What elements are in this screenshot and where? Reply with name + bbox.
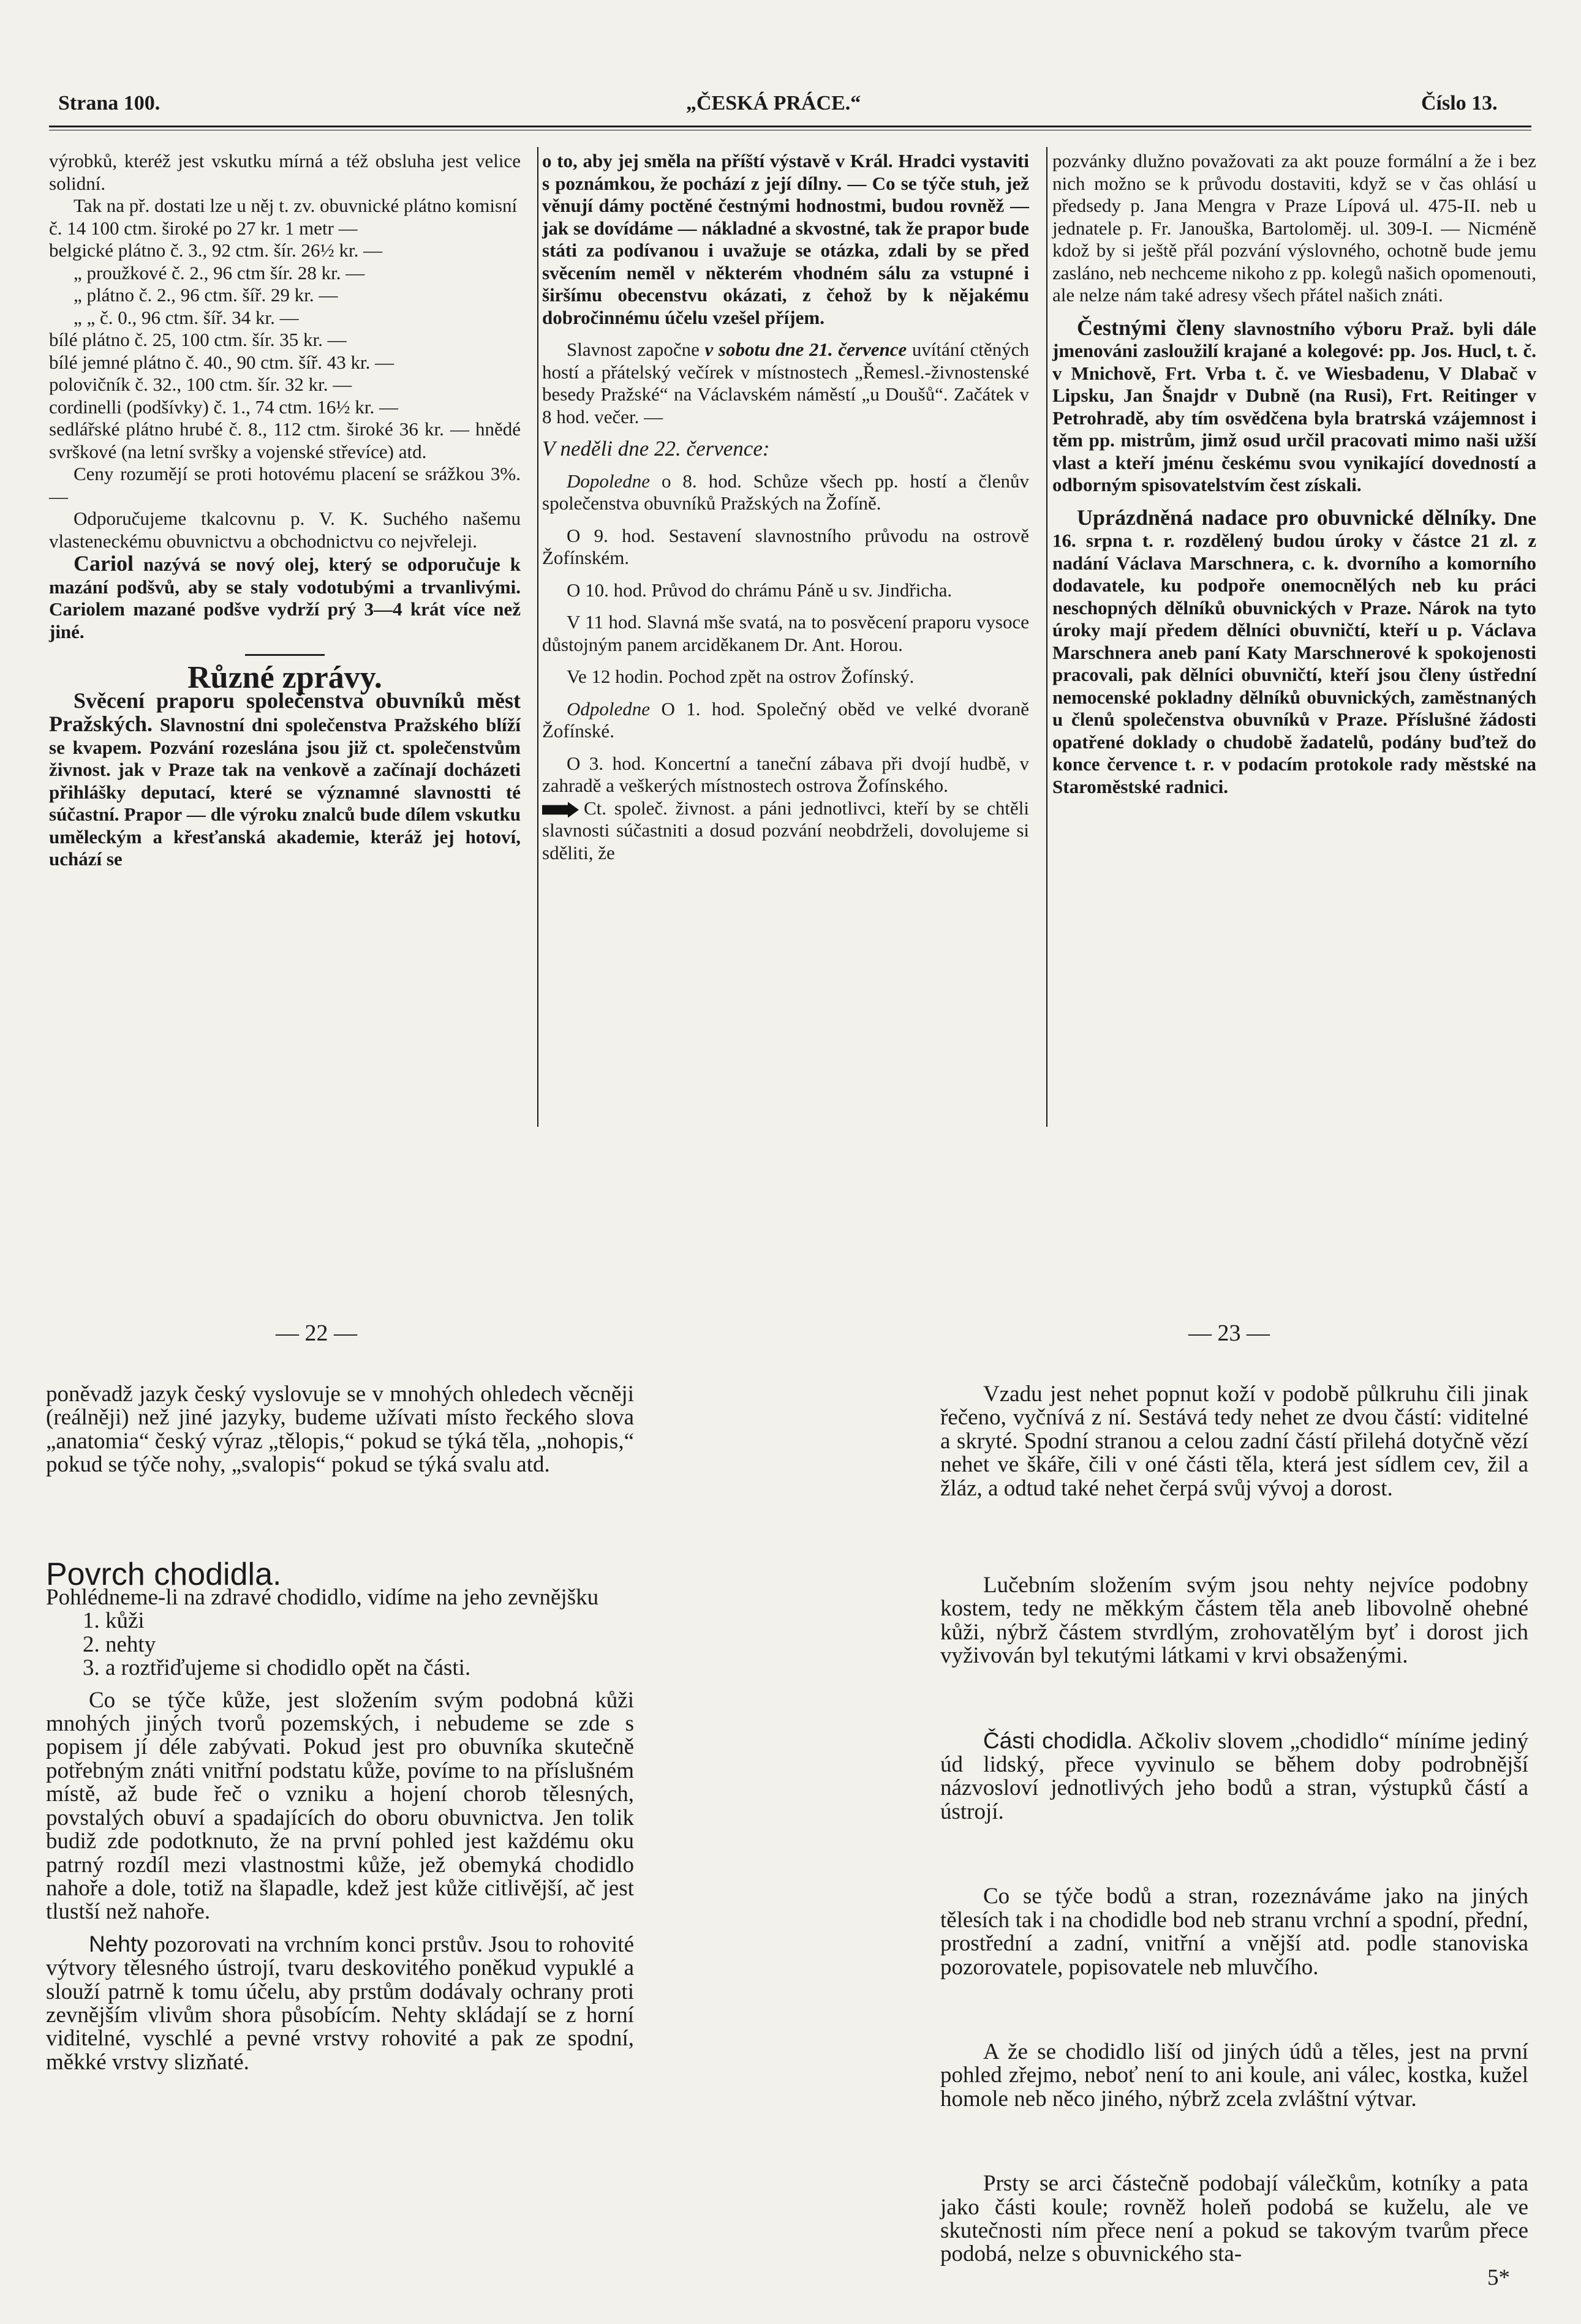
section-title: Různé zprávy.	[187, 660, 382, 695]
col1-text: Odporučujeme tkalcovnu p. V. K. Suchého našemu vlasteneckému obuvnictvu a obchodnictvu co nejvřeleji.	[49, 508, 521, 552]
schedule-item: O 1. hod. Společný oběd ve velké dvoraně Žofínské.	[542, 698, 1029, 742]
schedule-item: Ve 12 hodin. Pochod zpět na ostrov Žofínský.	[567, 666, 915, 687]
column-2	[542, 150, 1029, 864]
price-line: polovičník č. 32., 100 ctm. šír. 32 kr. —	[49, 374, 352, 395]
morning-label: Dopoledne	[567, 470, 651, 492]
schedule-item: Ct. společ. živnost. a páni jednotlivci, kteří by se chtěli slavnosti súčastniti a dosud pozvání neobdrželi, dovolujeme si sděliti, že	[542, 797, 1029, 863]
column-divider-2	[1046, 147, 1047, 1127]
honor-title: Čestnými členy	[1077, 315, 1225, 340]
body-paragraph: Ačkoliv slovem „chodidlo“ míníme jediný úd lidský, přece vyvinulo se během doby podrobnější názvosloví jednotlivých jeho bodů a stran, výstupků částí a ústrojí.	[940, 1728, 1529, 1824]
body-paragraph: Lučebním složením svým jsou nehty nejvíce podobny kostem, tedy ne měkkým částem těla aneb libovolně ohebné kůži, nýbrž částem stvrdlým, zrohovatělým byť i dorost jich vyživován byl tekutými látkami v krvi obsaženými.	[940, 1573, 1528, 1669]
price-line: „ proužkové č. 2., 96 ctm šír. 28 kr. —	[74, 261, 365, 284]
price-line: č. 14 100 ctm. široké po 27 kr. 1 metr —	[49, 217, 358, 239]
pointing-hand-icon	[542, 802, 579, 818]
consecration-text: Slavnostní dni společenstva Pražského blíží se kvapem. Pozvání rozeslána jsou již ct. společenstvům živnost. jak v Praze tak na venkově a začínají docházeti přihlášky deputací, které se významné slavnostti té súčastní. Prapor — dle výroku znalců bude dílem vskutku uměleckým a křesťanská akademie, kteráž jej hotoví, uchází se	[49, 714, 521, 870]
list-item: 2. nehty	[83, 1631, 156, 1657]
price-line: bílé plátno č. 25, 100 ctm. šír. 35 kr. —	[49, 329, 347, 350]
intro-paragraph: poněvadž jazyk český vyslovuje se v mnohých ohledech věcněji (reálněji) než jiné jazyky, budeme užívati místo řeckého slova „anatomia“ český výraz „tělopis,“ pokud se týká těla, „nohopis,“ pokud se týče nohy, „svalopis“ pokud se týká svalu atd.	[46, 1382, 634, 1478]
parts-lead: Části chodidla.	[983, 1728, 1133, 1753]
lower-right-page	[940, 1383, 1528, 2290]
body-paragraph: Vzadu jest nehet popnut koží v podobě půlkruhu čili jinak řečeno, vyčnívá z ní. Sestává tedy nehet ze dvou částí: viditelné a skryté. Spodní stranou a celou zadní částí přilehá dotyčně vězí nehet ve škáře, čili v oné části těla, která jest sídlem cev, žil a žláz, a odtud také nehet čerpá svůj vývoj a dorost.	[940, 1382, 1528, 1501]
price-line: „ „ č. 0., 96 ctm. šíř. 34 kr. —	[74, 306, 299, 328]
schedule-item: V 11 hod. Slavná mše svatá, na to posvěcení praporu vysoce důstojným panem arciděkanem Dr. Ant. Horou.	[542, 611, 1029, 655]
issue-label: Číslo 13.	[1421, 92, 1498, 115]
col3-text: pozvánky dlužno považovati za akt pouze formální a že i bez nich možno se k průvodu dostaviti, když se v čas ohlásí u předsedy p. Jana Mengra v Praze Lípová ul. 475-II. neb u jednatele p. Fr. Janouška, Bartoloměj. ul. 309-I. — Nicméně kdož by si ještě přál pozvání výslovného, ochotně bude jemu zasláno, neb nechceme nikoho z pp. kolegů našich opomenouti, ale nelze nám také adresy všech přátel našich znáti.	[1052, 150, 1536, 306]
honor-text: slavnostního výboru Praž. byli dále jmenováni zasloužilí krajané a kolegové: pp. Jos. Hucl, t. č. v Mnichově, Frt. Vrba t. č. ve Wiesbadenu, V Dlabač v Lipsku, Jan Šnajdr v Dubně (na Rusi), Frt. Reitinger v Petrohradě, aby tím osvědčena byla bratrská vzájemnost i těm pp. mistrům, jimž osud určil pracovati mimo naši užší vlast a kteří jménu českému svou vynikající dovedností a odborným spisovatelstvím čest získali.	[1052, 317, 1536, 495]
lower-left-page	[46, 1383, 634, 2074]
nails-lead: Nehty	[89, 1931, 148, 1957]
schedule-item: o 8. hod. Schůze všech pp. hostí a členův společenstva obuvníků Pražských na Žofíně.	[542, 470, 1029, 514]
body-paragraph: pozorovati na vrchním konci prstův. Jsou to rohovité výtvory tělesného ústrojí, tvaru deskovitého poněkud vypuklé a slouží patrně k tomu účelu, aby prstům dodávaly ochrany proti zevnějším vlivům shora působícím. Nehty skládají se z horní viditelné, vyschlé a pevné vrstvy rohovité a pak ze spodní, měkké vrstvy slizňaté.	[46, 1931, 634, 2075]
header-rule	[49, 126, 1531, 127]
col2-text: o to, aby jej směla na příští výstavě v Král. Hradci vystaviti s poznámkou, že pochází z její dílny. — Co se týče stuh, jež věnují dámy poctěné čestnými hodnostmi, budou rovněž — jak se dovídáme — nákladné a skvostné, tak že prapor bude státi za podívanou i uvažuje se otázka, zdali by se před svěcením neměl v některém vhodném sálu za vstupné i širšímu obecenstvu okázati, z čehož by k nějakému dobročinnému účelu vzešel příjem.	[542, 150, 1029, 328]
sheet-signature: 5*	[1487, 2265, 1510, 2290]
page-label: Strana 100.	[58, 92, 160, 115]
sunday-heading: V neděli dne 22. července:	[542, 437, 770, 461]
list-item: 3. a roztřiďujeme si chodidlo opět na části.	[83, 1655, 471, 1681]
page-number-22: — 22 —	[276, 1320, 357, 1346]
column-3	[1052, 150, 1536, 798]
list-item: 1. kůži	[83, 1608, 145, 1634]
afternoon-label: Odpoledne	[567, 698, 651, 720]
cariol-lead: Cariol	[74, 551, 134, 576]
column-1	[49, 150, 521, 871]
cariol-text: nazývá se nový olej, který se odporučuje k mazání podšvů, aby se staly vodotubými a trvanlivými. Cariolem mazané podšve vydrží prý 3—4 krát více než jiné.	[49, 554, 521, 642]
body-paragraph: Co se týče bodů a stran, rozeznáváme jako na jiných tělesích tak i na chodidle bod neb stranu vrchní a spodní, přední, prostřední a zadní, vnitřní a vnější atd. podle stanoviska pozorovatele, popisovatele neb mluvčího.	[940, 1884, 1528, 1980]
schedule-item: O 3. hod. Koncertní a taneční zábava při dvojí hudbě, v zahradě a veškerých místnostech ostrova Žofínského.	[542, 752, 1029, 796]
col1-text: výrobků, kteréž jest vskutku mírná a též obsluha jest velice solidní.	[49, 150, 521, 194]
col1-text: Ceny rozumějí se proti hotovému placení se srážkou 3%. —	[49, 463, 521, 507]
price-line: bílé jemné plátno č. 40., 90 ctm. šíř. 43 kr. —	[49, 351, 394, 373]
price-line: belgické plátno č. 3., 92 ctm. šír. 26½ kr. —	[49, 239, 383, 261]
col2-text: Slavnost započne	[567, 339, 700, 360]
journal-title: „ČESKÁ PRÁCE.“	[686, 92, 861, 115]
price-line: cordinelli (podšívky) č. 1., 74 ctm. 16½ kr. —	[49, 396, 398, 418]
column-divider-1	[537, 147, 538, 1127]
body-paragraph: Pohlédneme-li na zdravé chodidlo, vidíme na jeho zevnějšku	[46, 1585, 599, 1611]
schedule-item: O 9. hod. Sestavení slavnostního průvodu na ostrově Žofínském.	[542, 524, 1029, 568]
page-number-23: — 23 —	[1188, 1320, 1270, 1346]
chapter-title: Povrch chodidla.	[46, 1556, 282, 1592]
section-rule	[245, 654, 325, 656]
body-paragraph: A že se chodidlo liší od jiných údů a těles, jest na první pohled zřejmo, neboť není to ani koule, ani válec, kostka, kužel homole neb něco jiného, nýbrž zcela zvláštní výtvar.	[940, 2039, 1528, 2112]
schedule-item: O 10. hod. Průvod do chrámu Páně u sv. Jindřicha.	[567, 579, 953, 601]
col2-text: uvítání ctěných hostí a přátelský večírek v místnostech „Řemesl.-živnostenské besedy Pražské“ na Václavském náměstí „u Doušů“. Začátek v 8 hod. večer. —	[542, 339, 1029, 427]
price-line: „ plátno č. 2., 96 ctm. šíř. 29 kr. —	[74, 284, 338, 306]
body-paragraph: Co se týče kůže, jest složením svým podobná kůži mnohých jiných tvorů pozemských, i nebudeme se zde s popisem jí déle zabývati. Pokud jest pro obuvníka skutečně potřebným znáti vnitřní podstatu kůže, povíme to na příslušném místě, až bude řeč o vzniku a hojení chorob tělesných, povstalých obuví a spadajících do oboru obuvnictva. Jen tolik budiž zde podotknuto, že na první pohled jest každému oku patrný rozdíl mezi vlastnostmi kůže, jež obemyká chodidlo nahoře a dole, totiž na šlapadle, kdež jest kůže citlivější, ač jest tlustší než nahoře.	[46, 1687, 634, 1925]
event-date: v sobotu dne 21. července	[704, 339, 907, 360]
foundation-text: Dne 16. srpna t. r. rozdělený budou úroky v částce 21 zl. z nadání Václava Marschnera, c. k. dvorního a komorního dodavatele, ku podpoře onemocnělých neb ku práci neschopných dělníků obuvnických v Praze. Nárok na tyto úroky mají předem dělníci obuvničtí, kteří u p. Václava Marschnera aneb paní Katy Marschnerové k spokojenosti pracovali, pak dělníci obuvničtí, kteří jsou členy ústřední nemocenské pokladny dělníků obuvnických, zaměstnaných u členů společenstva obuvníků v Praze. Příslušné žádosti opatřené doklady o chudobě žadatelů, podány buďtež do konce července t. r. v podacím protokole rady městské na Staroměstské radnici.	[1052, 507, 1536, 797]
consecration-title: Svěcení praporu společenstva obuvníků měst Pražských.	[49, 688, 521, 736]
foundation-title: Uprázdněná nadace pro obuvnické dělníky.	[1077, 505, 1496, 530]
col1-text: Tak na př. dostati lze u něj t. zv. obuvnické plátno komisní	[74, 195, 518, 216]
price-line: sedlářské plátno hrubé č. 8., 112 ctm. široké 36 kr. — hnědé svrškové (na letní svršky a vojenské střevíce) atd.	[49, 418, 521, 462]
body-paragraph: Prsty se arci částečně podobají válečkům, kotníky a pata jako části koule; rovněž holeň podobá se kuželu, ale ve skutečnosti ním přece není a pokud se takovým tvarům přece podobá, nelze s obuvnického sta-	[940, 2171, 1528, 2267]
